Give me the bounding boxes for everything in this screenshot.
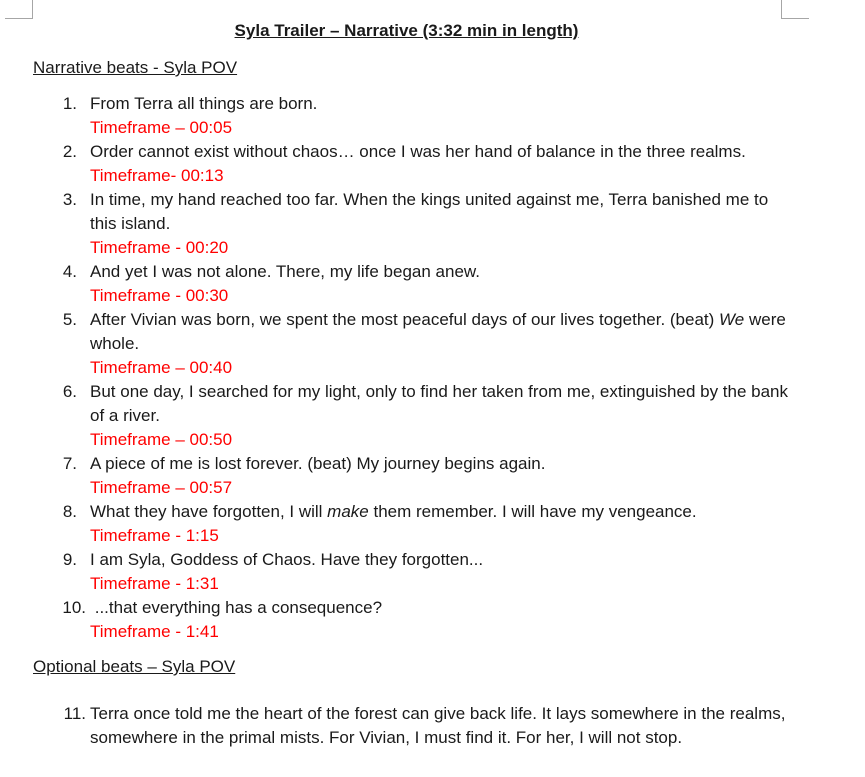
list-item (0, 380, 790, 452)
item-number: 9. (62, 550, 77, 569)
page-corner-mark-top-left (5, 0, 33, 19)
document-title: Syla Trailer – Narrative (3:32 min in length) (234, 21, 579, 40)
list-item (0, 702, 790, 750)
narrative-beats-list (0, 92, 865, 644)
timeframe: Timeframe - 1:31 (90, 574, 219, 593)
list-item (0, 140, 790, 188)
beat-text: ...that everything has a consequence? (90, 598, 383, 617)
beat-text: From Terra all things are born. (90, 94, 318, 113)
item-number: 5. (62, 310, 77, 329)
beat-text: In time, my hand reached too far. When the kings united against me, Terra banished me to this island. (90, 190, 769, 233)
page-corner-mark-top-right (781, 0, 809, 19)
beat-text: And yet I was not alone. There, my life began anew. (90, 262, 480, 281)
beat-text (90, 308, 790, 356)
item-number: 6. (62, 382, 77, 401)
list-item (0, 548, 790, 596)
item-number: 11. (63, 704, 86, 723)
timeframe: Timeframe – 00:40 (90, 358, 233, 377)
beat-text (90, 500, 790, 524)
list-item (0, 308, 790, 380)
beat-text-emphasis: make (327, 502, 369, 521)
beat-text: Terra once told me the heart of the forest can give back life. It lays somewhere in the realms, somewhere in the primal mists. For Vivian, I must find it. For her, I will not stop. (90, 704, 786, 747)
item-number: 1. (62, 94, 77, 113)
list-item (0, 188, 790, 260)
timeframe: Timeframe- 00:13 (90, 166, 224, 185)
item-number: 3. (62, 190, 77, 209)
beat-text: Order cannot exist without chaos… once I was her hand of balance in the three realms. (90, 142, 746, 161)
timeframe: Timeframe - 00:30 (90, 286, 229, 305)
beat-text: A piece of me is lost forever. (beat) My journey begins again. (90, 454, 546, 473)
list-item (0, 92, 790, 140)
timeframe: Timeframe – 00:50 (90, 430, 233, 449)
timeframe: Timeframe - 1:41 (90, 622, 219, 641)
beat-text: But one day, I searched for my light, only to find her taken from me, extinguished by the bank of a river. (90, 382, 789, 425)
section-heading-narrative-beats: Narrative beats - Syla POV (33, 58, 238, 77)
section-heading-optional-beats: Optional beats – Syla POV (33, 657, 236, 676)
list-item (0, 500, 790, 548)
beat-text-part: What they have forgotten, I will (90, 502, 328, 521)
list-item (0, 452, 790, 500)
timeframe: Timeframe - 00:20 (90, 238, 229, 257)
beat-text: I am Syla, Goddess of Chaos. Have they forgotten... (90, 550, 484, 569)
timeframe: Timeframe – 00:57 (90, 478, 233, 497)
item-number: 2. (62, 142, 77, 161)
beat-text-emphasis: We (719, 310, 745, 329)
item-number: 10. (62, 598, 86, 617)
item-number: 7. (62, 454, 77, 473)
beat-text-part: After Vivian was born, we spent the most peaceful days of our lives together. (beat) (90, 310, 720, 329)
timeframe: Timeframe – 00:05 (90, 118, 233, 137)
timeframe: Timeframe - 1:15 (90, 526, 219, 545)
beat-text-part: them remember. I will have my vengeance. (368, 502, 697, 521)
list-item (0, 596, 790, 644)
item-number: 4. (62, 262, 77, 281)
list-item (0, 260, 790, 308)
optional-beats-list (0, 702, 865, 750)
beat-text-part: were whole. (90, 310, 786, 353)
item-number: 8. (62, 502, 77, 521)
